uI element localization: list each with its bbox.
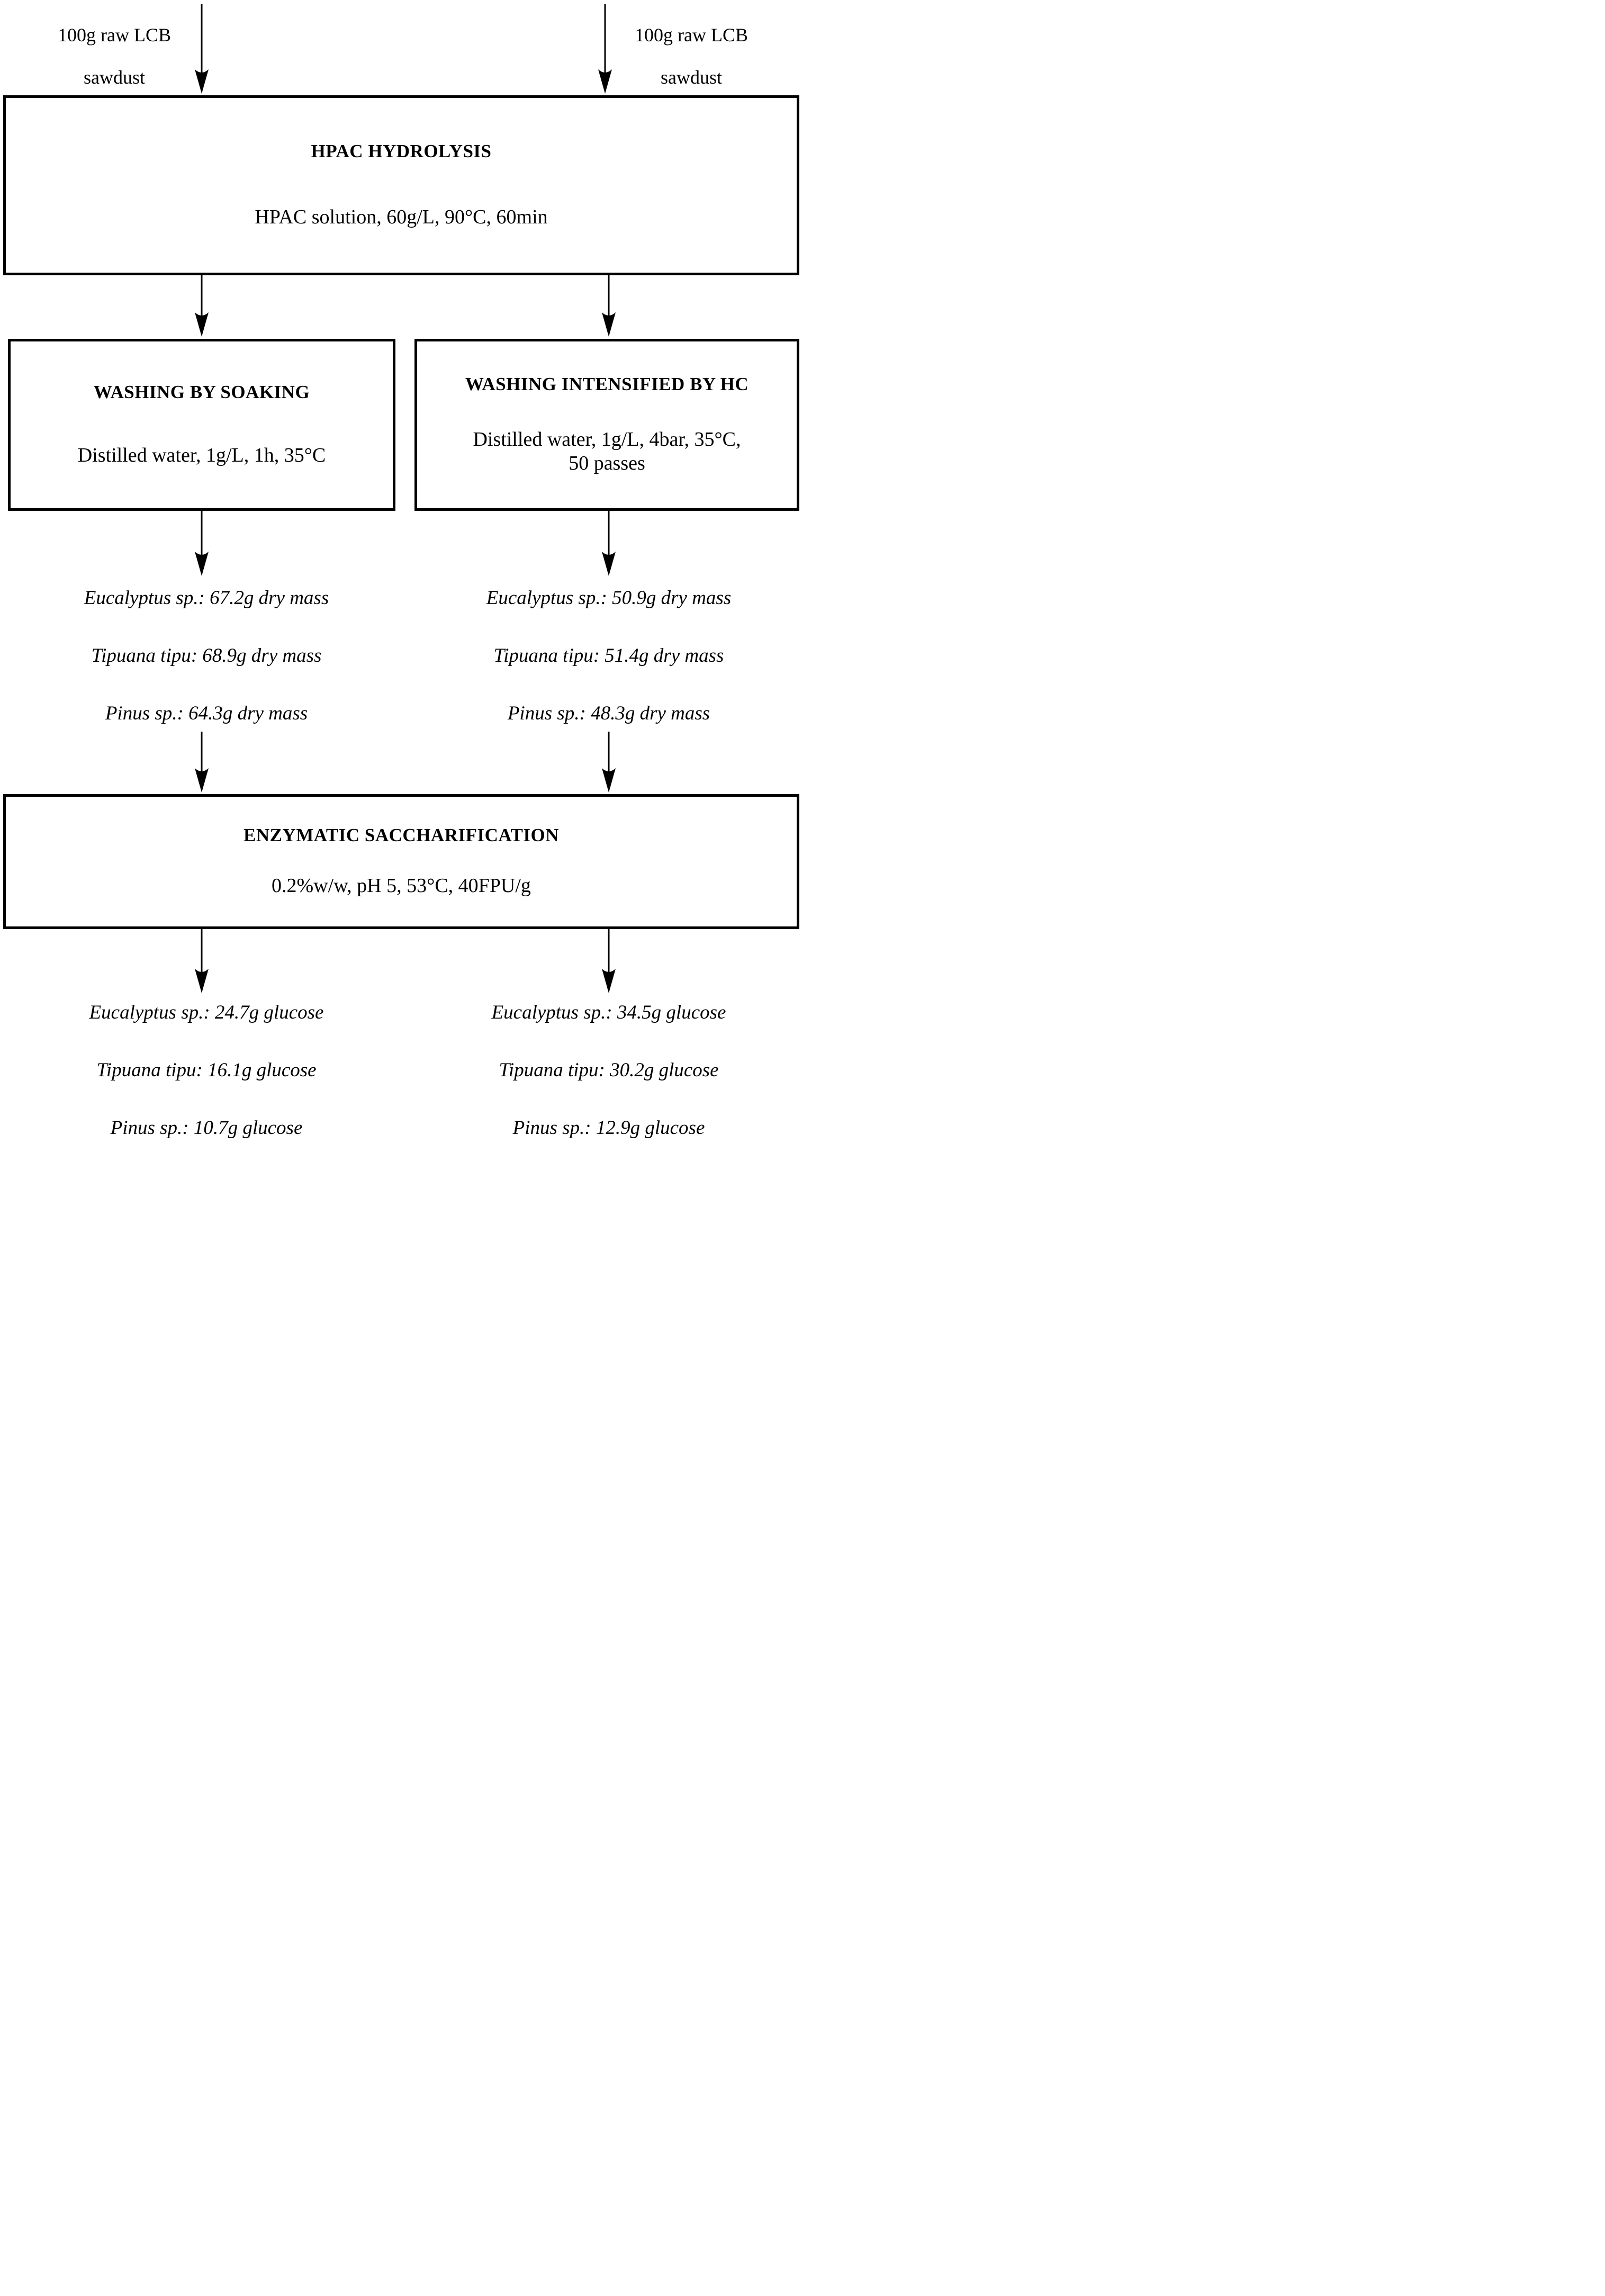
- glucose-results-hc: [445, 984, 773, 1148]
- washing-soaking-box: [8, 339, 395, 511]
- dry-mass-results-soaking: [42, 569, 371, 742]
- washing-soaking-box-conditions: Distilled water, 1g/L, 1h, 35°C: [77, 444, 326, 466]
- arrow-down-icon: [195, 275, 209, 337]
- saccharification-box-conditions: 0.2%w/w, pH 5, 53°C, 40FPU/g: [272, 875, 531, 897]
- dry-mass-results-hc: [445, 569, 773, 742]
- washing-hc-box: [414, 339, 799, 511]
- result-line: Eucalyptus sp.: 50.9g dry mass: [486, 587, 732, 609]
- arrow-down-icon: [602, 511, 616, 576]
- hydrolysis-box-title: HPAC HYDROLYSIS: [311, 141, 492, 162]
- arrow-down-icon: [602, 275, 616, 337]
- saccharification-box: [3, 794, 799, 929]
- result-line: Eucalyptus sp.: 34.5g glucose: [491, 1002, 726, 1023]
- arrow-down-icon: [195, 511, 209, 576]
- hydrolysis-box-conditions: HPAC solution, 60g/L, 90°C, 60min: [255, 206, 548, 228]
- input-label-right: [601, 14, 781, 98]
- washing-hc-conditions-line: 50 passes: [569, 452, 645, 475]
- input-label-left: [24, 14, 204, 98]
- glucose-results-soaking: [42, 984, 371, 1148]
- washing-soaking-box-title: WASHING BY SOAKING: [93, 382, 310, 403]
- result-line: Pinus sp.: 12.9g glucose: [512, 1117, 705, 1139]
- washing-hc-box-title: WASHING INTENSIFIED BY HC: [465, 374, 749, 395]
- result-line: Tipuana tipu: 16.1g glucose: [96, 1059, 317, 1081]
- result-line: Eucalyptus sp.: 24.7g glucose: [89, 1002, 324, 1023]
- saccharification-box-title: ENZYMATIC SACCHARIFICATION: [243, 825, 560, 846]
- result-line: Pinus sp.: 64.3g dry mass: [105, 703, 308, 724]
- result-line: Tipuana tipu: 68.9g dry mass: [91, 645, 322, 667]
- washing-hc-box-conditions: [473, 428, 741, 476]
- input-label-line: 100g raw LCB: [58, 24, 171, 46]
- result-line: Eucalyptus sp.: 67.2g dry mass: [84, 587, 329, 609]
- flow-diagram: [0, 0, 802, 1148]
- input-label-line: sawdust: [84, 67, 145, 88]
- result-line: Tipuana tipu: 30.2g glucose: [499, 1059, 719, 1081]
- washing-hc-conditions-line: Distilled water, 1g/L, 4bar, 35°C,: [473, 428, 741, 451]
- result-line: Pinus sp.: 10.7g glucose: [110, 1117, 303, 1139]
- input-label-line: sawdust: [661, 67, 722, 88]
- result-line: Pinus sp.: 48.3g dry mass: [507, 703, 710, 724]
- input-label-line: 100g raw LCB: [635, 24, 748, 46]
- hydrolysis-box: [3, 95, 799, 275]
- result-line: Tipuana tipu: 51.4g dry mass: [493, 645, 724, 667]
